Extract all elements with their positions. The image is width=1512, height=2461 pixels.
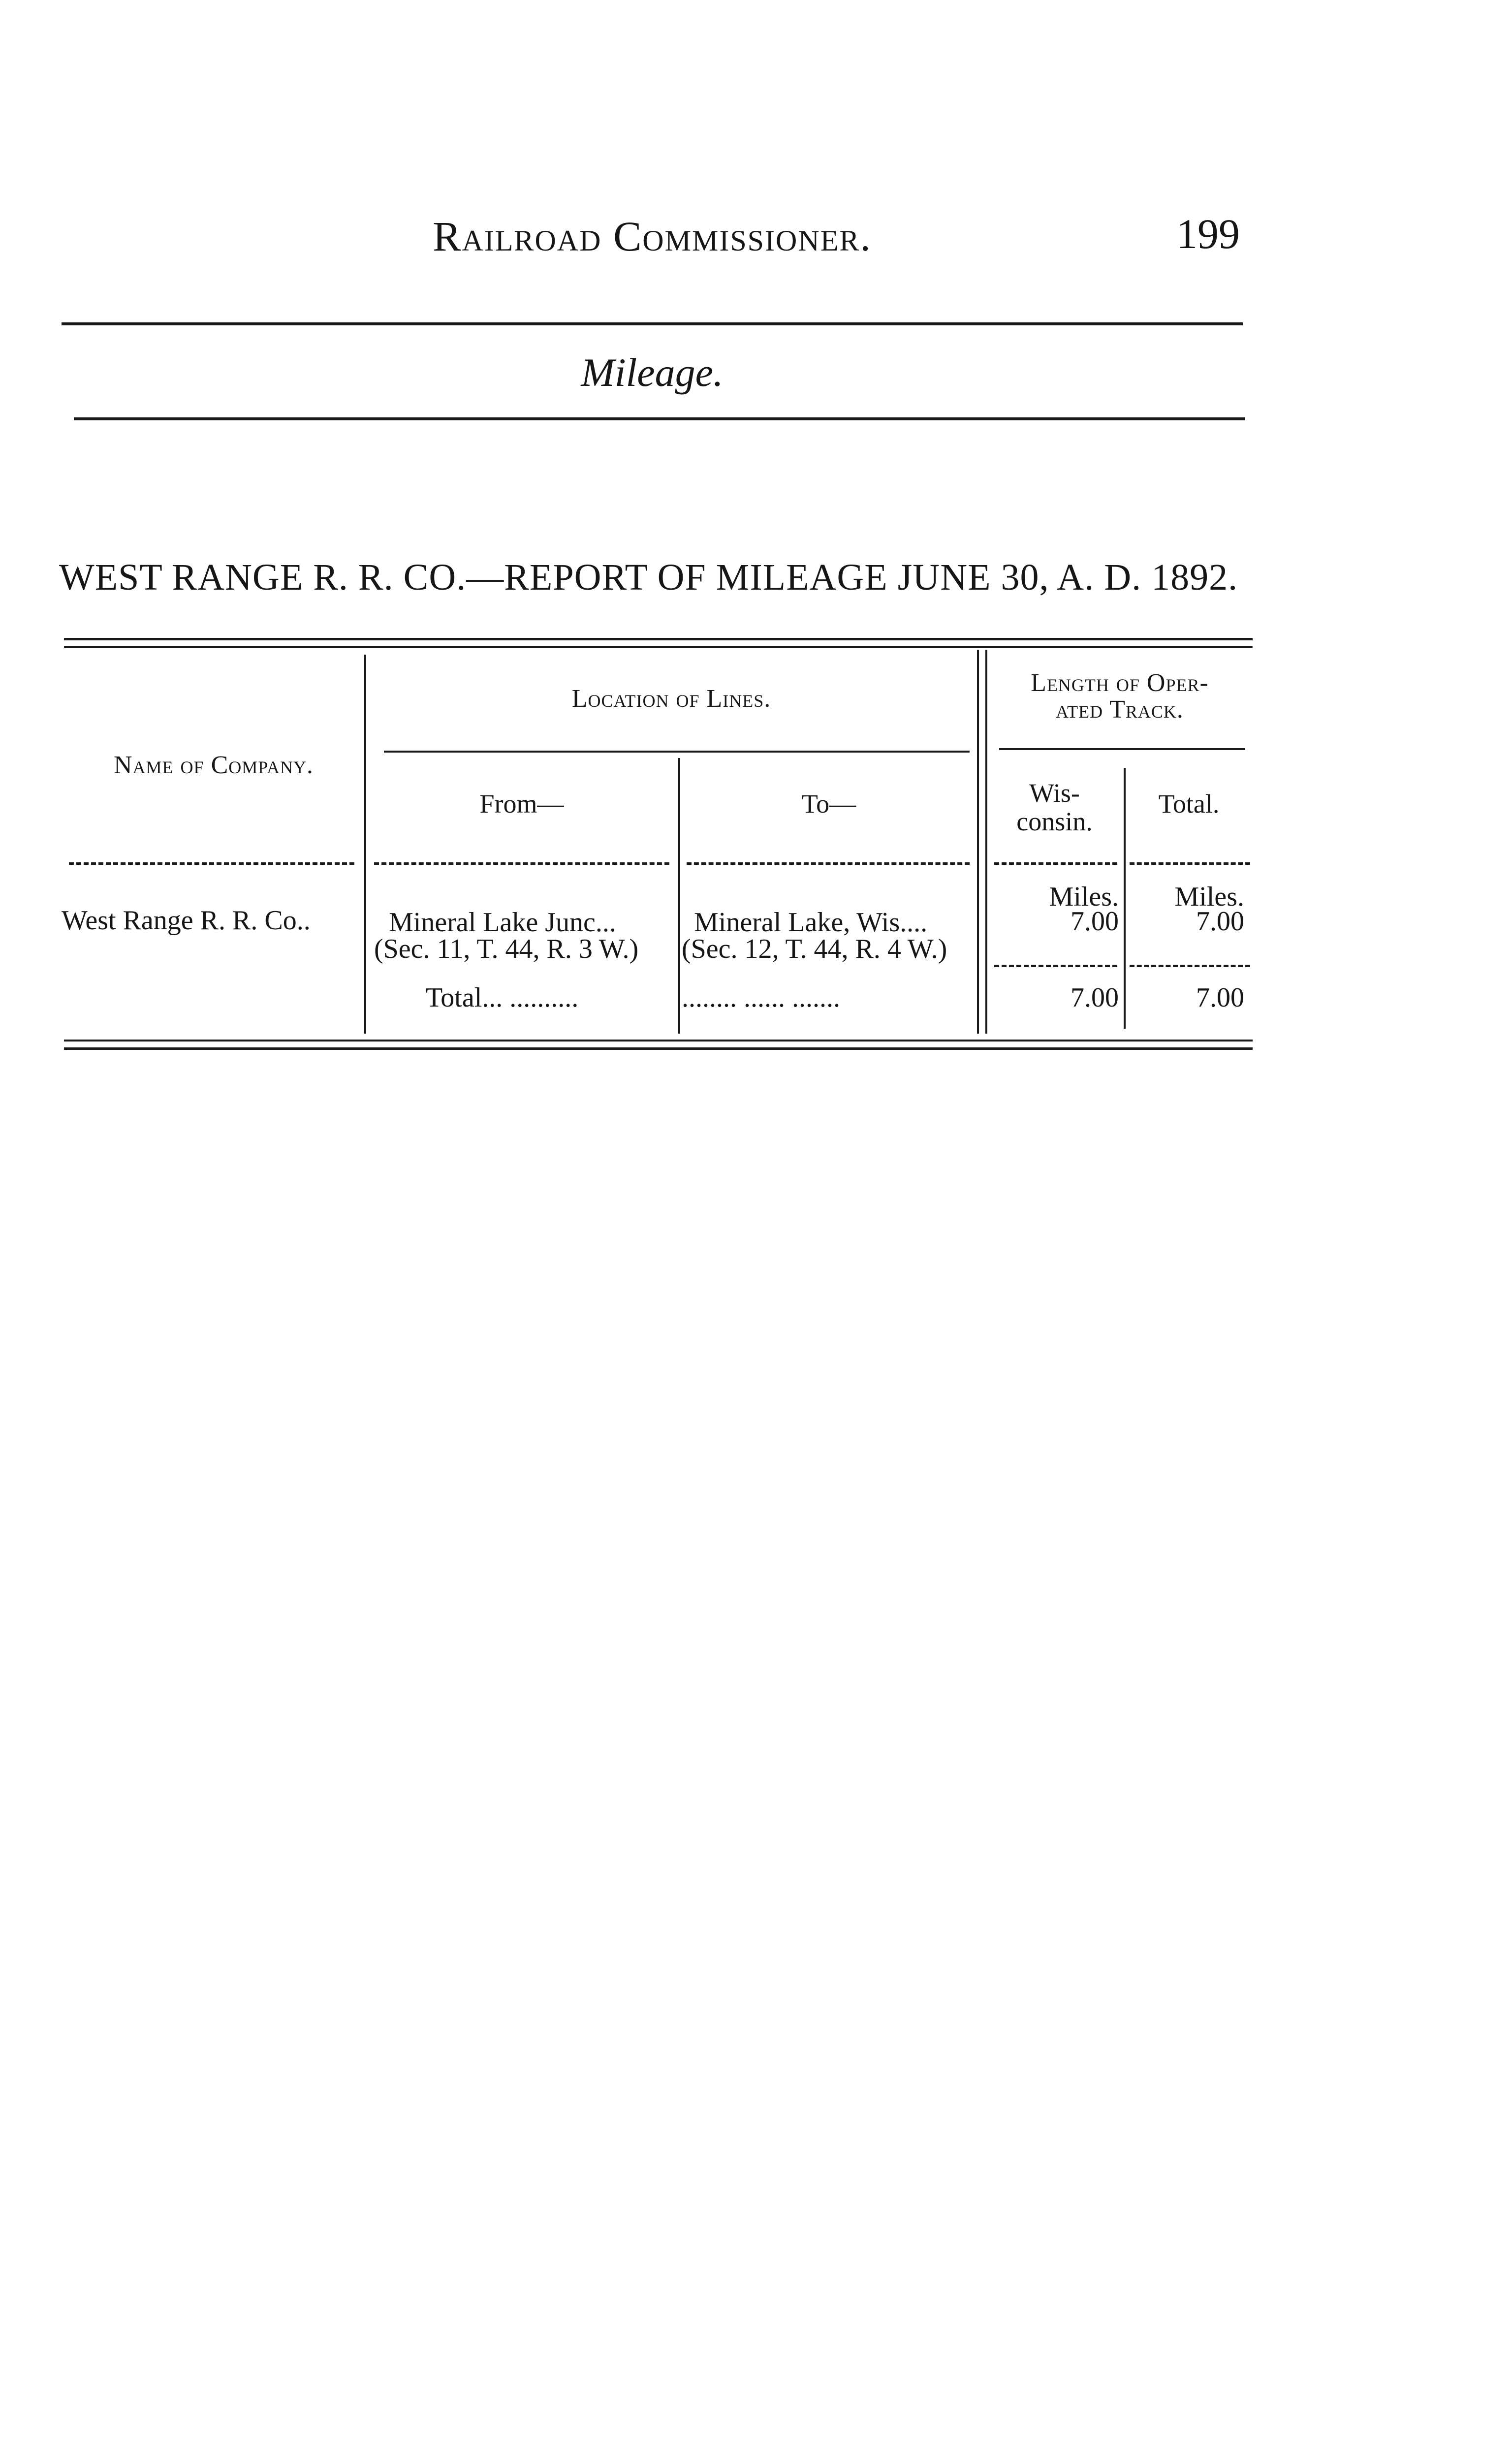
- unit-total: Miles.: [1174, 882, 1244, 912]
- total-total-miles: 7.00: [1196, 982, 1244, 1013]
- report-title: WEST RANGE R. R. CO.—REPORT OF MILEAGE JUNE 30, A. D. 1892.: [59, 557, 1238, 598]
- header-dash-to: [687, 862, 970, 865]
- to-location: Mineral Lake, Wis....: [694, 907, 928, 938]
- header-dash-name: [69, 862, 354, 865]
- header-dash-from: [374, 862, 669, 865]
- header-to: To—: [801, 789, 856, 819]
- total-dash-total: [1130, 965, 1250, 967]
- header-location-of-lines: Location of Lines.: [571, 685, 771, 713]
- col-divider-wis-total: [1124, 768, 1126, 1029]
- header-length-line1: Length of Oper-: [1031, 669, 1209, 697]
- location-underline: [384, 751, 970, 753]
- header-name-of-company: Name of Company.: [114, 751, 314, 779]
- header-total: Total.: [1158, 789, 1220, 819]
- section-title: Mileage.: [581, 350, 724, 395]
- page-number: 199: [1176, 210, 1240, 257]
- header-length-line2: ated Track.: [1056, 695, 1184, 724]
- header-dash-wis: [994, 862, 1117, 865]
- col-divider-location-length: [977, 650, 979, 1034]
- total-wisconsin-miles: 7.00: [1071, 982, 1119, 1013]
- from-location: Mineral Lake Junc...: [389, 907, 616, 938]
- table-top-rule-inner: [64, 646, 1253, 648]
- col-divider-from-to: [678, 758, 680, 1034]
- header-wisconsin-line1: Wis-: [1029, 778, 1080, 808]
- col-divider-name: [364, 655, 366, 1034]
- company-name: West Range R. R. Co..: [62, 905, 311, 936]
- header-dash-total: [1130, 862, 1250, 865]
- table-bottom-rule: [64, 1040, 1253, 1041]
- total-miles: 7.00: [1196, 906, 1244, 937]
- length-underline: [999, 748, 1245, 750]
- from-section: (Sec. 11, T. 44, R. 3 W.): [374, 934, 639, 964]
- total-to-leader: ........ ...... .......: [682, 982, 840, 1013]
- running-title: Railroad Commissioner.: [433, 213, 872, 260]
- wisconsin-miles: 7.00: [1071, 906, 1119, 937]
- header-wisconsin-line2: consin.: [1016, 807, 1093, 836]
- header-from: From—: [479, 789, 564, 819]
- total-label: Total... ..........: [426, 982, 579, 1013]
- table-bottom-rule-2: [64, 1047, 1253, 1050]
- header-rule: [62, 322, 1243, 325]
- section-rule: [74, 417, 1245, 420]
- to-section: (Sec. 12, T. 44, R. 4 W.): [682, 934, 947, 964]
- unit-wisconsin: Miles.: [1049, 882, 1119, 912]
- table-top-rule: [64, 638, 1253, 640]
- col-divider-location-length-2: [985, 650, 987, 1034]
- total-dash-wis: [994, 965, 1117, 967]
